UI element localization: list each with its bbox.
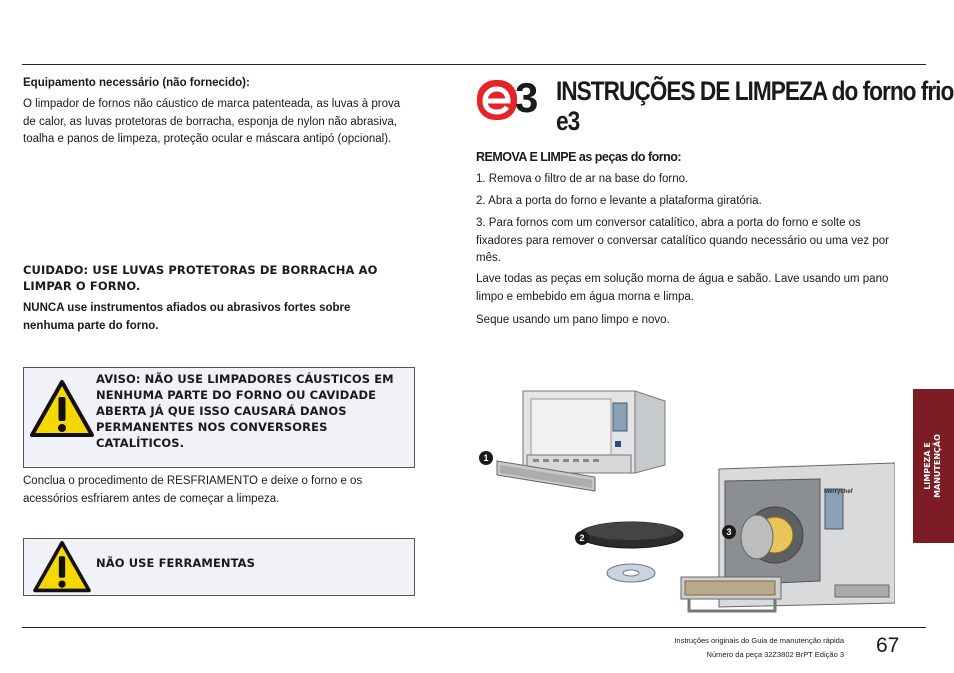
section-tab-line1: LIMPEZA E bbox=[923, 442, 932, 490]
callout-1: 1 bbox=[479, 451, 493, 465]
step-2: 2. Abra a porta do forno e levante a plataforma giratória. bbox=[476, 195, 762, 207]
step-1: 1. Remova o filtro de ar na base do forno. bbox=[476, 173, 689, 185]
e3-logo-digit: 3 bbox=[515, 74, 539, 121]
oven-open bbox=[681, 463, 895, 611]
section-tab-label bbox=[923, 434, 943, 498]
warning-box-tools bbox=[23, 538, 415, 596]
equipment-text: O limpador de fornos não cáustico de marca patenteada, as luvas à prova de calor, as luvas protetoras de borracha, esponja de nylon não abrasiva, toalha e panos de limpeza, proteção ocular e máscara antipó (opcional). bbox=[23, 98, 401, 145]
section-tab-line2: MANUTENÇÃO bbox=[933, 434, 942, 498]
oven-with-filter bbox=[497, 391, 665, 491]
top-rule bbox=[22, 64, 926, 65]
e3-logo bbox=[477, 74, 543, 121]
caution-heading: CUIDADO: USE LUVAS PROTETORAS DE BORRACHA AO LIMPAR O FORNO. bbox=[23, 263, 378, 293]
dry-text: Seque usando um pano limpo e novo. bbox=[476, 314, 670, 326]
bottom-rule bbox=[22, 627, 926, 628]
oven-brand-label: Merrychef bbox=[824, 489, 853, 495]
callout-3: 3 bbox=[722, 525, 736, 539]
warning-triangle-icon bbox=[29, 540, 95, 594]
cooldown-text: Conclua o procedimento de RESFRIAMENTO e deixe o forno e os acessórios esfriarem antes de começar a limpeza. bbox=[23, 475, 363, 505]
equipment-heading: Equipamento necessário (não fornecido): bbox=[23, 77, 250, 89]
page-title-line1: INSTRUÇÕES DE LIMPEZA do forno frio bbox=[556, 76, 954, 106]
oven-parts-illustration bbox=[475, 385, 895, 625]
warning-tools-text: NÃO USE FERRAMENTAS bbox=[96, 556, 256, 570]
footer-line2: Número da peça 32Z3802 BrPT Edição 3 bbox=[706, 650, 844, 659]
step-3: 3. Para fornos com um conversor catalítico, abra a porta do forno e solte os fixadores para remover o conversar catalítico quando necessário ou uma vez por mês. bbox=[476, 217, 889, 264]
callout-2: 2 bbox=[575, 531, 589, 545]
warning-caustic-text: AVISO: NÃO USE LIMPADORES CÁUSTICOS EM NENHUMA PARTE DO FORNO OU CAVIDADE ABERTA JÁ QUE ISSO CAUSARÁ DANOS PERMANENTES NOS CONVERSORES CATALÍTICOS. bbox=[96, 372, 394, 450]
page-number: 67 bbox=[876, 634, 900, 657]
e3-logo-icon bbox=[477, 80, 517, 120]
page-title-line2: e3 bbox=[556, 106, 580, 136]
wash-text: Lave todas as peças em solução morna de água e sabão. Lave usando um pano limpo e embebido em água morna e limpa. bbox=[476, 273, 889, 303]
turntable-support bbox=[607, 564, 655, 582]
footer-line1: Instruções originais do Guia de manutenção rápida bbox=[674, 636, 844, 645]
warning-box-caustic bbox=[23, 367, 415, 468]
section-tab bbox=[913, 389, 954, 543]
warning-triangle-icon bbox=[29, 379, 95, 439]
caution-text: NUNCA use instrumentos afiados ou abrasivos fortes sobre nenhuma parte do forno. bbox=[23, 302, 351, 332]
remove-heading: REMOVA E LIMPE as peças do forno: bbox=[476, 150, 682, 164]
